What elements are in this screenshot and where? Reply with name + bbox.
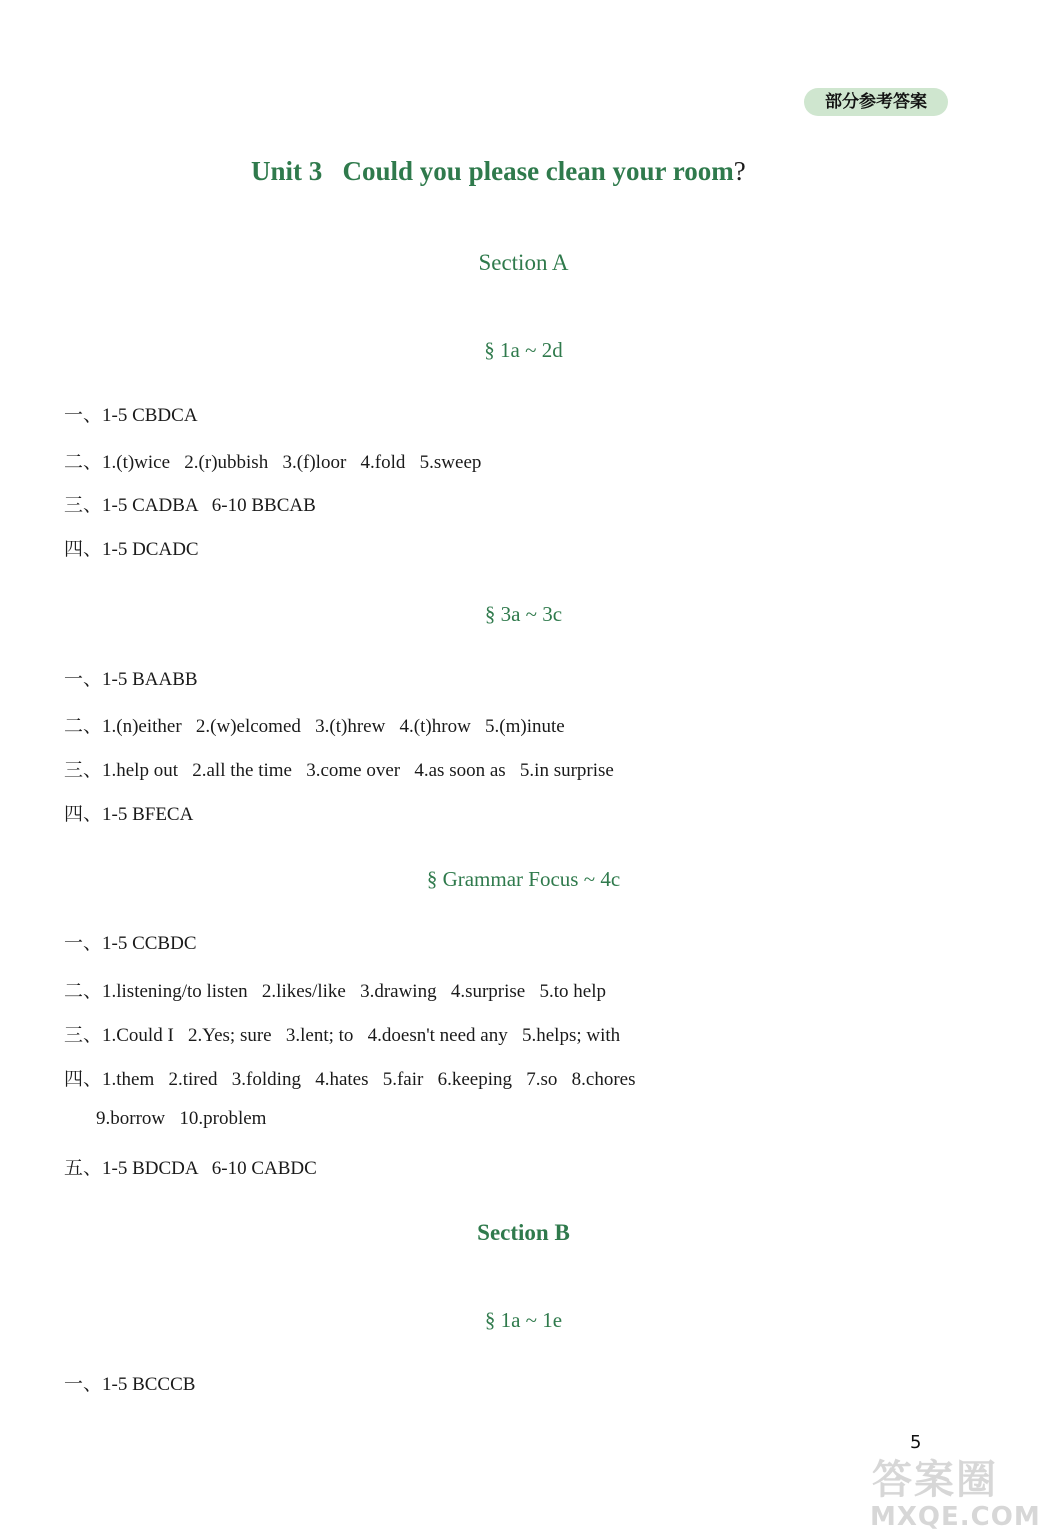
answer-line: 一、1-5 CCBDC xyxy=(64,933,197,954)
section-a-heading: Section A xyxy=(478,250,569,275)
answer-line: 四、1.them 2.tired 3.folding 4.hates 5.fair 6.keeping 7.so 8.chores xyxy=(64,1069,636,1090)
answer-line: 一、1-5 BCCCB xyxy=(64,1374,196,1395)
watermark-cn: 答案圈 xyxy=(872,1457,998,1503)
answer-line: 五、1-5 BDCDA 6-10 CABDC xyxy=(64,1158,317,1179)
part-b1-heading: § 1a ~ 1e xyxy=(484,1308,563,1332)
answer-line: 三、1-5 CADBA 6-10 BBCAB xyxy=(64,495,316,516)
unit-question: Could you please clean your room xyxy=(342,156,734,186)
answer-line: 三、1.help out 2.all the time 3.come over 4.as soon as 5.in surprise xyxy=(64,760,614,781)
answer-line: 二、1.(n)either 2.(w)elcomed 3.(t)hrew 4.(t)hrow 5.(m)inute xyxy=(64,716,565,737)
answer-line: 二、1.listening/to listen 2.likes/like 3.drawing 4.surprise 5.to help xyxy=(64,981,606,1002)
section-b-heading: Section B xyxy=(477,1220,570,1245)
answer-key-badge: 部分参考答案 xyxy=(804,88,948,116)
watermark-en: MXQE.COM xyxy=(870,1502,1041,1532)
unit-question-mark: ? xyxy=(733,156,746,186)
answer-line: 9.borrow 10.problem xyxy=(96,1108,267,1129)
part-a1-heading: § 1a ~ 2d xyxy=(484,338,563,362)
answer-line: 一、1-5 BAABB xyxy=(64,669,198,690)
answer-line: 二、1.(t)wice 2.(r)ubbish 3.(f)loor 4.fold 5.sweep xyxy=(64,452,482,473)
page-number: 5 xyxy=(910,1432,922,1453)
part-a2-heading: § 3a ~ 3c xyxy=(484,602,563,626)
answer-line: 一、1-5 CBDCA xyxy=(64,405,198,426)
unit-number: Unit 3 xyxy=(251,156,323,186)
watermark-logo xyxy=(862,1440,1042,1536)
part-a3-heading: § Grammar Focus ~ 4c xyxy=(426,867,621,891)
answer-line: 四、1-5 DCADC xyxy=(64,539,199,560)
answer-line: 三、1.Could I 2.Yes; sure 3.lent; to 4.doesn't need any 5.helps; with xyxy=(64,1025,621,1046)
unit-title xyxy=(251,156,851,187)
answer-line: 四、1-5 BFECA xyxy=(64,804,194,825)
